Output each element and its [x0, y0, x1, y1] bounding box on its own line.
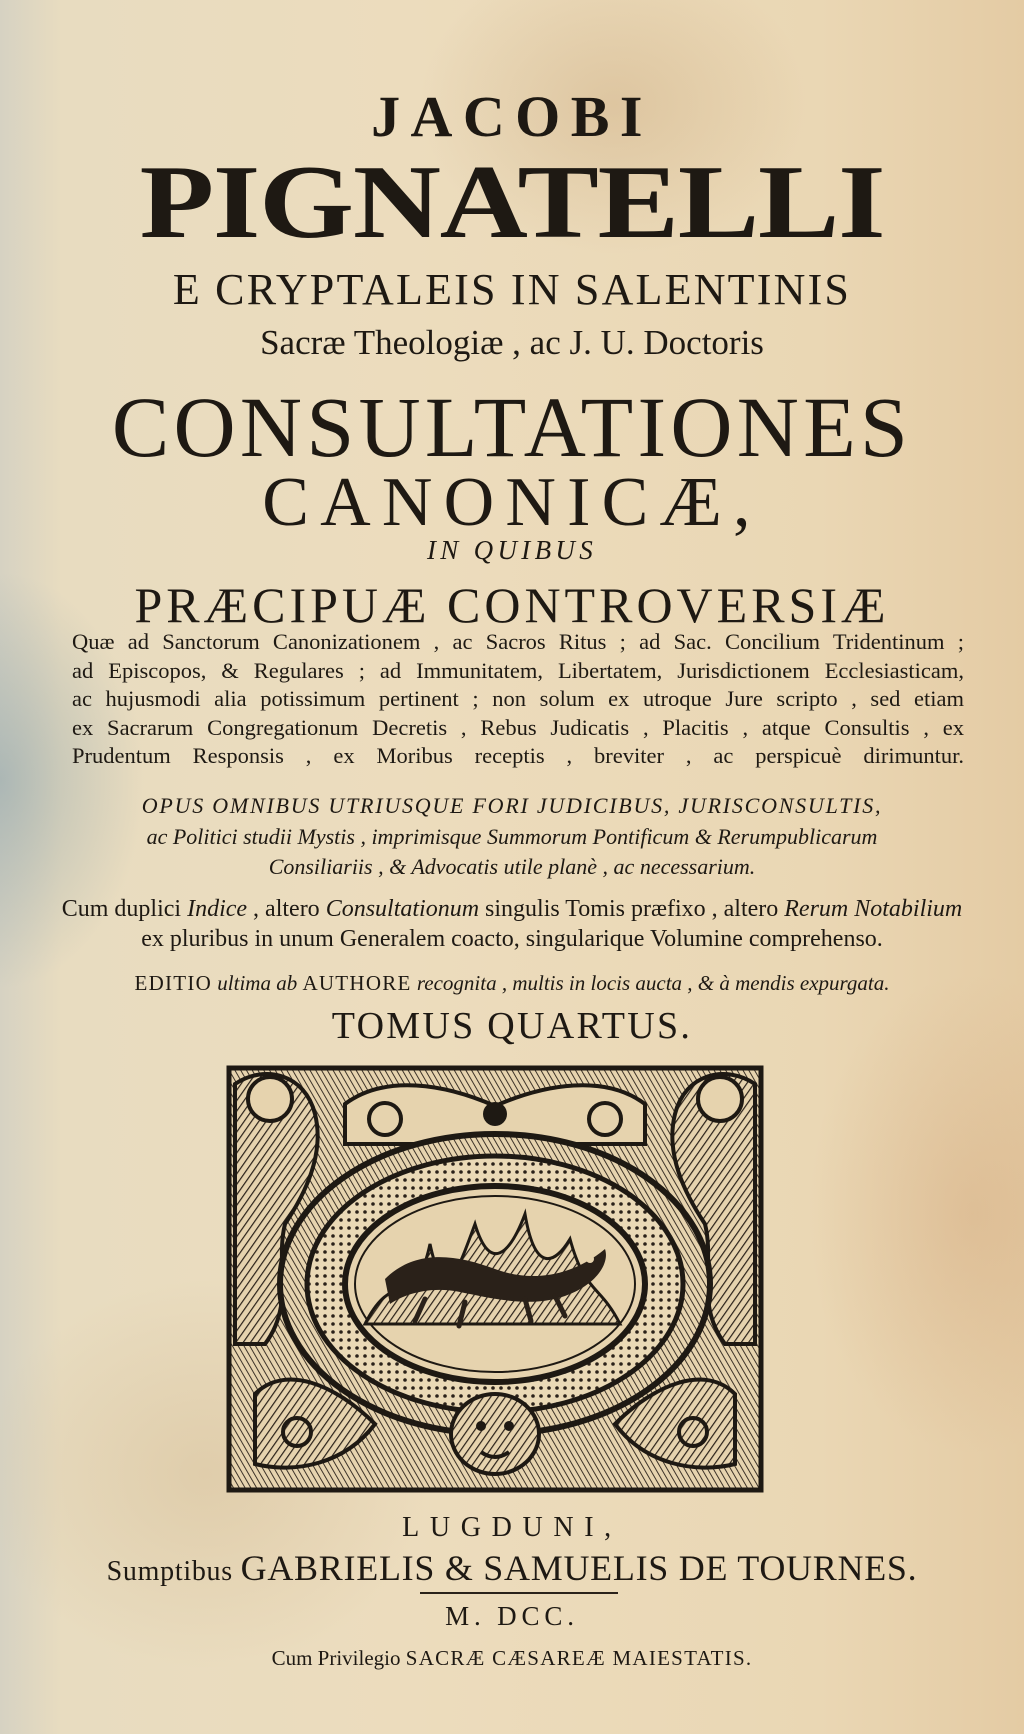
- index-text: singulis Tomis præfixo , altero: [479, 896, 785, 922]
- description-line: Prudentum Responsis , ex Moribus receptis , breviter , ac perspicuè dirimuntur.: [72, 743, 964, 768]
- description-line: Quæ ad Sanctorum Canonizationem , ac Sacros Ritus ; ad Sac. Concilium Tridentinum ;: [72, 629, 964, 654]
- edition-text: EDITIO: [134, 971, 213, 995]
- imprint-publisher: [0, 1550, 1024, 1586]
- imprint-city: LUGDUNI,: [402, 1512, 622, 1543]
- edition-line: [0, 973, 1024, 994]
- description-paragraph: [72, 628, 964, 771]
- privilege-text-smallcaps: SACRÆ CÆSAREÆ MAIESTATIS.: [405, 1646, 753, 1670]
- publisher-prefix: Sumptibus: [106, 1556, 241, 1587]
- imprint-year: M. DCC.: [445, 1601, 579, 1631]
- opus-line: ac Politici studii Mystis , imprimisque Summorum Pontificum & Rerumpublicarum: [146, 824, 878, 849]
- edition-text: AUTHORE: [302, 971, 412, 995]
- opus-line: Consiliariis , & Advocatis utile planè , ac necessarium.: [268, 854, 756, 879]
- index-text-italic: Consultationum: [325, 896, 480, 922]
- index-text-italic: Indice: [187, 896, 248, 922]
- title-line-2: CANONICÆ,: [262, 464, 762, 541]
- in-quibus: IN QUIBUS: [426, 535, 598, 565]
- author-origin: E CRYPTALEIS IN SALENTINIS: [172, 265, 852, 314]
- index-text: , altero: [247, 896, 326, 922]
- index-line-2: ex pluribus in unum Generalem coacto, singularique Volumine comprehenso.: [141, 926, 883, 952]
- publisher-name: GABRIELIS & SAMUELIS DE TOURNES.: [240, 1548, 918, 1588]
- opus-line: OPUS OMNIBUS UTRIUSQUE FORI JUDICIBUS, JURISCONSULTIS,: [141, 793, 883, 818]
- volume-label: TOMUS QUARTUS.: [331, 1005, 693, 1047]
- edition-text-italic: recognita , multis in locis aucta , & à mendis expurgata.: [411, 971, 890, 995]
- author-first-name: JACOBI: [371, 84, 653, 149]
- privilege-text: Cum Privilegio: [271, 1646, 406, 1670]
- privilege-line: [0, 1648, 1024, 1669]
- description-line: ad Episcopos, & Regulares ; ad Immunitatem, Libertatem, Jurisdictionem Ecclesiasticam,: [72, 657, 964, 683]
- edition-text-italic: ultima ab: [212, 971, 303, 995]
- index-line-1: [0, 897, 1024, 921]
- divider-rule: [420, 1592, 618, 1594]
- index-text: Cum duplici: [61, 896, 188, 922]
- subject-heading: PRÆCIPUÆ CONTROVERSIÆ: [134, 577, 890, 633]
- author-degree: Sacræ Theologiæ , ac J. U. Doctoris: [260, 323, 764, 362]
- title-line-1: CONSULTATIONES: [111, 379, 913, 475]
- author-last-name: PIGNATELLI: [139, 143, 885, 261]
- description-line: ex Sacrarum Congregationum Decretis , Rebus Judicatis , Placitis , atque Consultis , ex: [72, 714, 964, 740]
- printer-device-woodcut-icon: [225, 1064, 765, 1494]
- index-text-italic: Rerum Notabilium: [784, 896, 963, 922]
- description-line: ac hujusmodi alia potissimum pertinent ; non solum ex utroque Jure scripto , sed etiam: [72, 686, 964, 711]
